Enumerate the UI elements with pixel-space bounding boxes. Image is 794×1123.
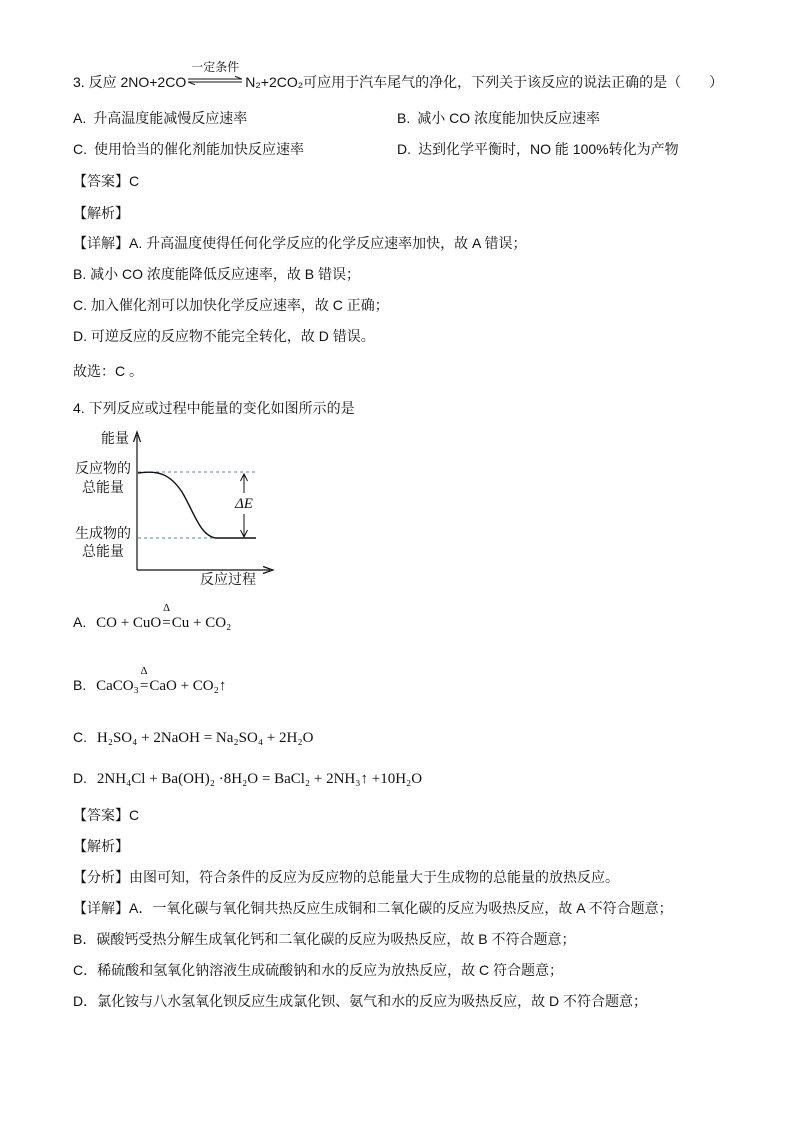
answer-value: C	[129, 807, 140, 823]
reaction-condition: 一定条件	[191, 60, 240, 74]
heating-equal-sign	[162, 602, 171, 633]
option-label: B.	[73, 677, 87, 693]
option-equation: 2NH₄Cl + Ba(OH)₂ ·8H₂O = BaCl₂ + 2NH₃↑ +10H₂O	[96, 771, 423, 787]
detail-text: A. 升高温度使得任何化学反应的化学反应速率加快，故 A 错误；	[129, 235, 527, 251]
detail-text: D．氯化铵与八水氢氧化钡反应生成氯化钡、氨气和水的反应为吸热反应，故 D 不符合题意；	[73, 993, 647, 1009]
option-equation	[96, 665, 227, 694]
option-text: 减小 CO 浓度能加快反应速率	[417, 110, 601, 126]
q3-detail-line-d	[73, 326, 375, 346]
q3-analysis-heading	[73, 203, 129, 223]
q4-option-c	[73, 727, 313, 748]
detail-text: B．碳酸钙受热分解生成氧化钙和二氧化碳的反应为吸热反应，故 B 不符合题意；	[73, 931, 576, 947]
product-energy-label-line-1: 生成物的	[75, 525, 131, 541]
equation-lhs: CO + CuO	[96, 615, 162, 631]
option-label: D.	[73, 770, 87, 786]
summary-tag: 【分析】	[73, 869, 129, 885]
q4-detail-line-a	[73, 898, 673, 918]
conclusion-text: 故选：C 。	[73, 363, 143, 379]
q3-option-d	[397, 139, 679, 159]
answer-value: C	[129, 173, 140, 189]
equilibrium-arrow-icon	[188, 76, 242, 85]
q4-detail-line-c	[73, 960, 563, 980]
analysis-tag: 【解析】	[73, 838, 129, 854]
option-text: 达到化学平衡时，NO 能 100%转化为产物	[418, 141, 679, 157]
q3-stem-before: 反应 2NO+2CO	[88, 74, 187, 90]
equation-lhs: CaCO₃	[96, 678, 139, 694]
option-label: B.	[397, 110, 411, 126]
q4-option-a	[73, 602, 232, 633]
q3-option-b	[397, 108, 600, 128]
q3-number: 3.	[73, 74, 85, 90]
detail-text: C. 加入催化剂可以加快化学反应速率，故 C 正确；	[73, 297, 389, 313]
x-axis-label: 反应过程	[200, 571, 256, 587]
option-label: C.	[73, 141, 87, 157]
q4-stem-text: 下列反应或过程中能量的变化如图所示的是	[88, 400, 355, 416]
equal-sign: =	[139, 678, 149, 694]
heating-equal-sign	[139, 665, 149, 696]
option-text: 使用恰当的催化剂能加快反应速率	[94, 141, 304, 157]
q4-option-b	[73, 665, 227, 696]
q3-conclusion	[73, 361, 143, 381]
detail-text: D. 可逆反应的反应物不能完全转化，故 D 错误。	[73, 328, 375, 344]
reactant-energy-label-line-2: 总能量	[82, 479, 124, 495]
analysis-tag: 【解析】	[73, 205, 129, 221]
delta-e-label: ΔE	[235, 496, 253, 512]
answer-tag: 【答案】	[73, 807, 129, 823]
answer-tag: 【答案】	[73, 173, 129, 189]
heating-condition: Δ	[140, 665, 148, 677]
product-energy-label-line-2: 总能量	[82, 543, 124, 559]
q3-detail-line-c	[73, 295, 389, 315]
q4-detail-line-b	[73, 929, 575, 949]
q4-option-d	[73, 768, 422, 789]
option-equation: H₂SO₄ + 2NaOH = Na₂SO₄ + 2H₂O	[96, 730, 314, 746]
detail-text: B. 减小 CO 浓度能降低反应速率，故 B 错误；	[73, 266, 361, 282]
option-text: 升高温度能减慢反应速率	[93, 110, 248, 126]
option-label: A.	[73, 614, 87, 630]
reactant-energy-label-line-1: 反应物的	[75, 460, 131, 476]
equation-rhs: CaO + CO₂↑	[149, 678, 227, 694]
y-axis-label: 能量	[101, 430, 129, 446]
detail-tag: 【详解】	[73, 235, 129, 251]
q4-analysis-heading	[73, 836, 129, 856]
option-label: A.	[73, 110, 87, 126]
equal-sign: =	[162, 615, 171, 631]
q3-stem	[73, 60, 724, 92]
q3-answer	[73, 171, 139, 191]
summary-text: 由图可知，符合条件的反应为反应物的总能量大于生成物的总能量的放热反应。	[129, 869, 619, 885]
detail-text: C．稀硫酸和氢氧化钠溶液生成硫酸钠和水的反应为放热反应，故 C 符合题意；	[73, 962, 563, 978]
equation-rhs: Cu + CO₂	[171, 615, 232, 631]
option-label: C.	[73, 729, 87, 745]
q3-option-a	[73, 108, 247, 128]
q3-detail-line-b	[73, 264, 360, 284]
heating-condition: Δ	[162, 602, 171, 614]
q3-stem-after: N₂+2CO₂可应用于汽车尾气的净化，下列关于该反应的说法正确的是（ ）	[245, 74, 724, 90]
q4-answer	[73, 805, 139, 825]
energy-diagram	[60, 425, 280, 590]
q4-detail-line-d	[73, 991, 647, 1011]
q4-number: 4.	[73, 400, 85, 416]
q3-option-c	[73, 139, 304, 159]
option-equation	[96, 602, 232, 631]
detail-tag: 【详解】	[73, 900, 129, 916]
q4-summary	[73, 867, 619, 887]
detail-text: A．一氧化碳与氧化铜共热反应生成铜和二氧化碳的反应为吸热反应，故 A 不符合题意；	[129, 900, 673, 916]
q3-detail-line-a	[73, 233, 526, 253]
option-label: D.	[397, 141, 411, 157]
equilibrium-arrow	[188, 60, 242, 85]
q4-stem	[73, 398, 355, 418]
